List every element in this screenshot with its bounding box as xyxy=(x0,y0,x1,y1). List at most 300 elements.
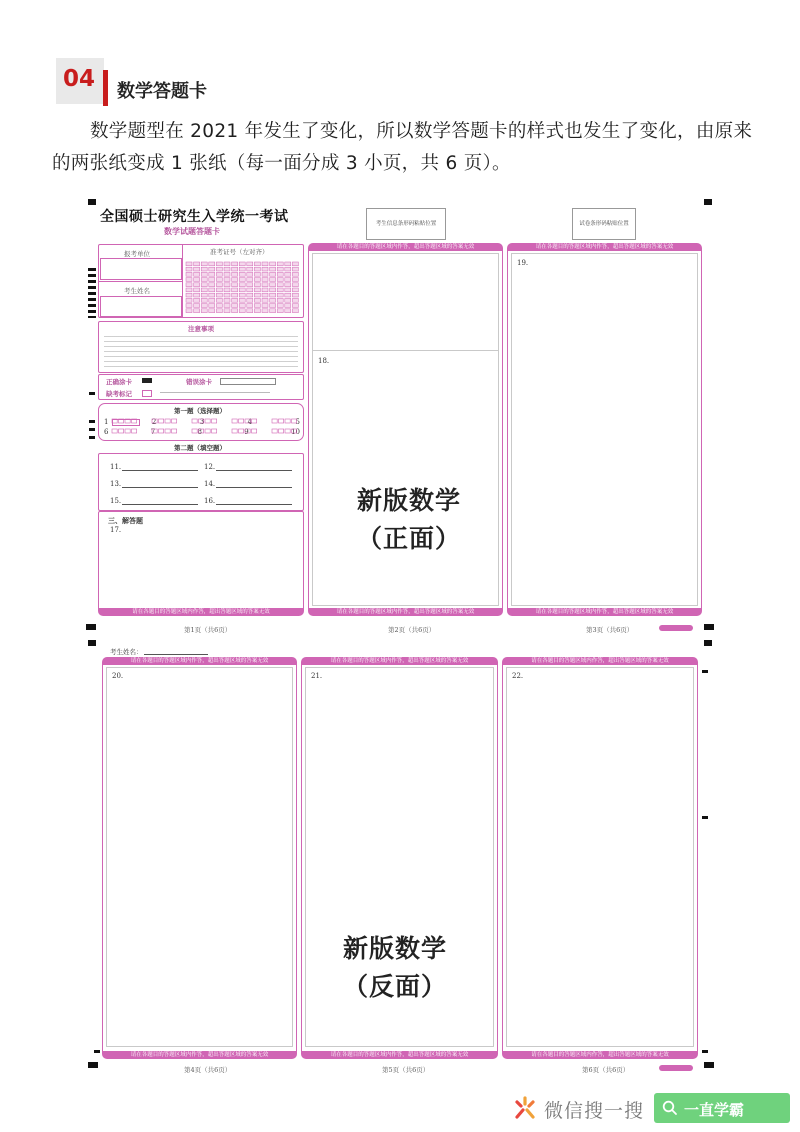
id-bubble xyxy=(186,283,192,287)
answer-section-17 xyxy=(98,511,304,611)
id-bubble xyxy=(186,304,192,308)
barcode-box-candidate: 考生信息条形码粘贴位置 xyxy=(366,208,446,240)
section1-title: 第一题（选择题） xyxy=(174,407,226,415)
choice-bubble xyxy=(232,429,237,433)
id-bubble xyxy=(194,267,200,271)
choice-bubble xyxy=(125,419,130,423)
id-bubble xyxy=(209,293,215,297)
search-icon xyxy=(662,1100,678,1116)
choice-bubble xyxy=(159,429,164,433)
panel-header-bar: 请在各题目的答题区域内作答，超出答题区域的答案无效 xyxy=(308,243,503,251)
id-bubble xyxy=(254,278,260,282)
blank-line xyxy=(216,470,292,471)
id-bubble xyxy=(186,293,192,297)
reg-mark xyxy=(89,428,95,431)
choice-bubble xyxy=(112,429,117,433)
section-title: 数学答题卡 xyxy=(117,81,207,102)
id-bubble xyxy=(254,298,260,302)
front-label xyxy=(324,482,494,558)
choice-bubble xyxy=(285,429,290,433)
choice-num: 4 xyxy=(247,418,253,426)
id-bubble xyxy=(247,288,253,292)
choice-bubble xyxy=(245,429,250,433)
back-label xyxy=(310,930,480,1006)
id-bubble xyxy=(201,278,207,282)
id-bubble xyxy=(224,272,230,276)
id-bubble xyxy=(285,278,291,282)
choice-bubble xyxy=(112,419,117,423)
id-bubble xyxy=(262,288,268,292)
correct-fill: 正确涂卡 xyxy=(106,378,132,386)
field-name xyxy=(100,296,182,317)
panel-divider xyxy=(312,350,499,351)
choice-bubble xyxy=(239,419,244,423)
id-bubble xyxy=(292,262,298,266)
id-bubble xyxy=(262,293,268,297)
id-bubble xyxy=(292,272,298,276)
id-bubble xyxy=(201,298,207,302)
id-bubble xyxy=(186,267,192,271)
id-bubble xyxy=(262,283,268,287)
id-bubble xyxy=(247,293,253,297)
notice-title: 注意事项 xyxy=(188,325,214,333)
id-bubble xyxy=(239,262,245,266)
choice-bubble xyxy=(132,419,137,423)
choice-bubble xyxy=(205,419,210,423)
id-bubble xyxy=(201,272,207,276)
id-bubble xyxy=(254,262,260,266)
choice-bubble xyxy=(192,429,197,433)
blank-line xyxy=(122,487,198,488)
choice-bubble xyxy=(172,429,177,433)
id-bubble xyxy=(232,272,238,276)
wrong-fill: 错误涂卡 xyxy=(186,378,212,386)
choice-bubble xyxy=(165,429,170,433)
choice-num: 10 xyxy=(291,428,300,436)
id-bubble xyxy=(232,293,238,297)
choice-bubble xyxy=(292,419,297,423)
id-bubble xyxy=(232,262,238,266)
reg-mark xyxy=(704,199,712,205)
panel-footer-bar: 请在各题目的答题区域内作答，超出答题区域的答案无效 xyxy=(301,1051,498,1059)
absent-box xyxy=(142,390,152,397)
id-bubble xyxy=(254,272,260,276)
id-bubble xyxy=(209,288,215,292)
id-bubble xyxy=(277,304,283,308)
id-bubble xyxy=(209,272,215,276)
id-bubble xyxy=(247,278,253,282)
id-bubble xyxy=(247,262,253,266)
back-label-line1: 新版数学 xyxy=(342,934,447,963)
id-bubble xyxy=(224,309,230,313)
section3-title: 三、解答题 xyxy=(108,516,143,525)
id-bubble xyxy=(270,262,276,266)
id-bubble xyxy=(277,309,283,313)
info-divider xyxy=(98,281,182,282)
page-footer: 第3页（共6页） xyxy=(586,626,634,634)
id-bubble xyxy=(201,288,207,292)
id-bubble xyxy=(224,298,230,302)
choice-bubble xyxy=(239,429,244,433)
choice-bubble xyxy=(132,429,137,433)
id-bubble xyxy=(247,272,253,276)
reg-mark xyxy=(704,640,712,646)
reg-mark xyxy=(89,436,95,439)
choice-bubble xyxy=(252,419,257,423)
id-bubble xyxy=(270,272,276,276)
choice-bubble xyxy=(119,429,124,433)
id-bubble xyxy=(216,283,222,287)
id-bubble xyxy=(232,304,238,308)
q19-label: 19. xyxy=(517,259,529,267)
choice-bubble xyxy=(199,429,204,433)
id-bubble xyxy=(239,278,245,282)
id-bubble xyxy=(186,298,192,302)
choice-num: 8 xyxy=(197,428,202,436)
panel-header-bar: 请在各题目的答题区域内作答，超出答题区域的答案无效 xyxy=(507,243,702,251)
choice-bubble xyxy=(272,419,277,423)
id-bubble xyxy=(201,262,207,266)
id-bubble xyxy=(216,278,222,282)
id-bubble xyxy=(194,288,200,292)
id-bubble xyxy=(216,309,222,313)
id-bubble xyxy=(186,288,192,292)
id-bubble xyxy=(254,293,260,297)
page-footer: 第6页（共6页） xyxy=(582,1066,630,1074)
q22-label: 22. xyxy=(512,672,524,680)
id-bubble xyxy=(262,278,268,282)
id-bubble xyxy=(224,262,230,266)
id-bubble xyxy=(224,304,230,308)
id-bubble xyxy=(254,267,260,271)
reg-mark xyxy=(88,640,96,646)
id-bubble xyxy=(270,283,276,287)
id-bubble xyxy=(254,283,260,287)
reg-mark xyxy=(94,1050,100,1053)
id-bubble xyxy=(239,309,245,313)
id-bubble xyxy=(262,298,268,302)
id-bubble xyxy=(194,278,200,282)
id-bubble xyxy=(201,267,207,271)
id-bubble xyxy=(224,278,230,282)
id-bubble xyxy=(285,293,291,297)
id-bubble xyxy=(239,272,245,276)
choice-bubble xyxy=(159,419,164,423)
id-bubble xyxy=(216,293,222,297)
id-bubble xyxy=(194,272,200,276)
id-bubble xyxy=(292,293,298,297)
front-label-line1: 新版数学 xyxy=(356,486,461,515)
id-bubble xyxy=(224,267,230,271)
choice-num: 5 xyxy=(295,418,300,426)
id-bubble xyxy=(285,309,291,313)
id-bubble xyxy=(270,293,276,297)
id-bubble xyxy=(247,304,253,308)
panel-footer-bar: 请在各题目的答题区域内作答，超出答题区域的答案无效 xyxy=(507,608,702,616)
choice-bubble xyxy=(199,419,204,423)
reg-mark xyxy=(86,624,96,630)
id-bubble xyxy=(239,288,245,292)
choice-bubble xyxy=(212,419,217,423)
id-bubble xyxy=(186,272,192,276)
id-bubble xyxy=(262,309,268,313)
reg-mark xyxy=(704,624,714,630)
section2-title: 第二题（填空题） xyxy=(174,444,226,452)
id-bubble xyxy=(201,309,207,313)
fill-q14: 14. xyxy=(204,480,216,488)
id-bubble xyxy=(194,309,200,313)
choice-num: 1 xyxy=(104,418,109,426)
id-bubble xyxy=(292,288,298,292)
watermark-search-text: 一直学霸 xyxy=(684,1101,745,1119)
id-bubble xyxy=(216,304,222,308)
choice-bubble xyxy=(279,419,284,423)
id-bubble xyxy=(292,283,298,287)
id-bubble xyxy=(232,267,238,271)
id-bubble xyxy=(201,304,207,308)
field-unit xyxy=(100,258,182,280)
id-bubble xyxy=(239,298,245,302)
barcode-box-paper: 试卷条形码粘贴位置 xyxy=(572,208,636,240)
choice-bubble xyxy=(245,419,250,423)
id-bubble xyxy=(285,298,291,302)
id-bubble xyxy=(270,304,276,308)
choice-bubble xyxy=(252,429,257,433)
fill-q15: 15. xyxy=(110,497,122,505)
reg-mark xyxy=(89,420,95,423)
id-bubble xyxy=(277,283,283,287)
panel-footer-bar: 请在各题目的答题区域内作答，超出答题区域的答案无效 xyxy=(308,608,503,616)
fill-section xyxy=(98,453,304,511)
id-bubble xyxy=(247,298,253,302)
absent-note xyxy=(160,392,270,393)
id-bubble xyxy=(292,267,298,271)
label-id: 准考证号（左对齐） xyxy=(210,248,269,256)
wrong-samples xyxy=(220,378,276,385)
blank-line xyxy=(122,504,198,505)
id-bubble xyxy=(224,288,230,292)
id-bubble xyxy=(194,298,200,302)
panel-header-bar: 请在各题目的答题区域内作答，超出答题区域的答案无效 xyxy=(502,657,698,665)
panel-footer-bar: 请在各题目的答题区域内作答，超出答题区域的答案无效 xyxy=(502,1051,698,1059)
front-label-line2: （正面） xyxy=(356,524,461,553)
id-bubble xyxy=(277,298,283,302)
id-bubble xyxy=(292,298,298,302)
choice-num: 7 xyxy=(150,428,156,436)
choice-num: 3 xyxy=(199,418,205,426)
choice-bubble xyxy=(152,429,157,433)
id-bubble xyxy=(270,309,276,313)
id-bubble xyxy=(194,304,200,308)
id-bubble xyxy=(247,267,253,271)
id-bubble xyxy=(209,278,215,282)
id-bubble xyxy=(239,283,245,287)
q18-label: 18. xyxy=(318,357,330,365)
choice-bubbles xyxy=(98,416,304,438)
id-bubble xyxy=(262,304,268,308)
choice-num: 2 xyxy=(151,418,157,426)
fill-q12: 12. xyxy=(204,463,216,471)
choice-bubble xyxy=(205,429,210,433)
notice-text-lines xyxy=(104,336,298,370)
id-bubble xyxy=(277,288,283,292)
id-bubble xyxy=(209,298,215,302)
id-bubble xyxy=(194,283,200,287)
id-bubble xyxy=(285,288,291,292)
choice-bubble xyxy=(279,429,284,433)
id-bubble xyxy=(209,304,215,308)
panel-inner xyxy=(506,667,694,1047)
id-bubble xyxy=(285,267,291,271)
id-bubble xyxy=(247,283,253,287)
fill-q13: 13. xyxy=(110,480,122,488)
answer-sheet-image xyxy=(84,196,716,1078)
panel-inner xyxy=(106,667,293,1047)
back-name-line xyxy=(144,654,208,655)
id-bubble xyxy=(262,267,268,271)
id-bubble xyxy=(262,272,268,276)
choice-bubble xyxy=(192,419,197,423)
id-bubble xyxy=(262,262,268,266)
reg-mark xyxy=(88,1062,98,1068)
panel-inner xyxy=(511,253,698,606)
id-bubble xyxy=(209,262,215,266)
reg-mark xyxy=(89,392,95,395)
id-bubble xyxy=(285,283,291,287)
panel-footer-bar: 请在各题目的答题区域内作答，超出答题区域的答案无效 xyxy=(102,1051,297,1059)
id-bubble xyxy=(254,304,260,308)
page-footer: 第4页（共6页） xyxy=(184,1066,232,1074)
page-footer: 第2页（共6页） xyxy=(388,626,436,634)
id-bubble xyxy=(232,283,238,287)
id-bubble xyxy=(285,304,291,308)
id-bubble xyxy=(239,267,245,271)
back-label-line2: （反面） xyxy=(342,972,447,1001)
id-bubble xyxy=(232,288,238,292)
id-bubble xyxy=(277,262,283,266)
section-accent-bar xyxy=(103,70,108,106)
id-bubble xyxy=(216,267,222,271)
label-name: 考生姓名 xyxy=(124,287,150,295)
reg-mark xyxy=(702,1050,708,1053)
id-bubble xyxy=(292,309,298,313)
choice-bubble xyxy=(172,419,177,423)
id-bubble xyxy=(270,298,276,302)
choice-bubble xyxy=(165,419,170,423)
id-bubble xyxy=(292,304,298,308)
id-bubble xyxy=(201,283,207,287)
blank-line xyxy=(216,487,292,488)
choice-bubble xyxy=(152,419,157,423)
fill-q11: 11. xyxy=(110,463,122,471)
sheet-title: 全国硕士研究生入学统一考试 xyxy=(100,209,289,225)
id-bubble xyxy=(232,298,238,302)
reg-mark xyxy=(702,816,708,819)
choice-num: 6 xyxy=(104,428,109,436)
panel-header-bar: 请在各题目的答题区域内作答，超出答题区域的答案无效 xyxy=(102,657,297,665)
timing-marks xyxy=(88,268,96,318)
page-footer: 第5页（共6页） xyxy=(382,1066,430,1074)
page-footer: 第1页（共6页） xyxy=(184,626,232,634)
id-bubble xyxy=(186,262,192,266)
id-bubble xyxy=(216,272,222,276)
id-bubble xyxy=(254,288,260,292)
id-bubble xyxy=(209,283,215,287)
id-bubble xyxy=(239,304,245,308)
id-bubble xyxy=(224,283,230,287)
back-name-label: 考生姓名： xyxy=(110,648,143,656)
sheet-subtitle: 数学试题答题卡 xyxy=(164,227,220,236)
choice-bubble xyxy=(285,419,290,423)
reg-mark xyxy=(704,1062,714,1068)
choice-bubble xyxy=(272,429,277,433)
q21-label: 21. xyxy=(311,672,323,680)
choice-bubble xyxy=(292,429,297,433)
choice-bubble xyxy=(232,419,237,423)
id-bubble xyxy=(270,288,276,292)
id-bubble xyxy=(277,267,283,271)
id-bubble xyxy=(194,293,200,297)
id-bubble-grid xyxy=(184,256,302,316)
id-bubble xyxy=(186,309,192,313)
choice-bubble xyxy=(119,419,124,423)
id-bubble xyxy=(209,309,215,313)
id-bubble xyxy=(186,278,192,282)
id-bubble xyxy=(216,298,222,302)
blank-line xyxy=(122,470,198,471)
q20-label: 20. xyxy=(112,672,124,680)
choice-num: 9 xyxy=(244,428,249,436)
id-bubble xyxy=(270,278,276,282)
choice-bubble xyxy=(212,429,217,433)
section-number: 04 xyxy=(63,66,96,92)
id-bubble xyxy=(232,309,238,313)
id-bubble xyxy=(194,262,200,266)
id-bubble xyxy=(285,262,291,266)
id-bubble xyxy=(292,278,298,282)
blank-line xyxy=(216,504,292,505)
id-bubble xyxy=(270,267,276,271)
id-bubble xyxy=(239,293,245,297)
id-bubble xyxy=(277,272,283,276)
reg-mark xyxy=(702,670,708,673)
intro-paragraph: 数学题型在 2021 年发生了变化，所以数学答题卡的样式也发生了变化，由原来的两张纸变成 1 张纸（每一面分成 3 小页，共 6 页）。 xyxy=(52,121,753,174)
wechat-search-icon xyxy=(512,1095,538,1121)
watermark-text: 微信搜一搜 xyxy=(544,1100,645,1122)
fill-sample xyxy=(142,378,152,383)
label-unit: 报考单位 xyxy=(124,250,150,258)
id-bubble xyxy=(254,309,260,313)
page-turn-tag xyxy=(659,625,693,631)
id-bubble xyxy=(209,267,215,271)
id-bubble xyxy=(277,293,283,297)
id-bubble xyxy=(277,278,283,282)
id-bubble xyxy=(216,288,222,292)
q17-label: 17. xyxy=(110,526,122,534)
absent-mark: 缺考标记 xyxy=(106,390,132,398)
id-bubble xyxy=(285,272,291,276)
page-turn-tag xyxy=(659,1065,693,1071)
choice-bubble xyxy=(125,429,130,433)
id-bubble xyxy=(216,262,222,266)
panel-footer-bar: 请在各题目的答题区域内作答，超出答题区域的答案无效 xyxy=(98,608,304,616)
id-bubble xyxy=(232,278,238,282)
id-bubble xyxy=(201,293,207,297)
fill-q16: 16. xyxy=(204,497,216,505)
panel-header-bar: 请在各题目的答题区域内作答，超出答题区域的答案无效 xyxy=(301,657,498,665)
id-bubble xyxy=(224,293,230,297)
id-bubble xyxy=(247,309,253,313)
